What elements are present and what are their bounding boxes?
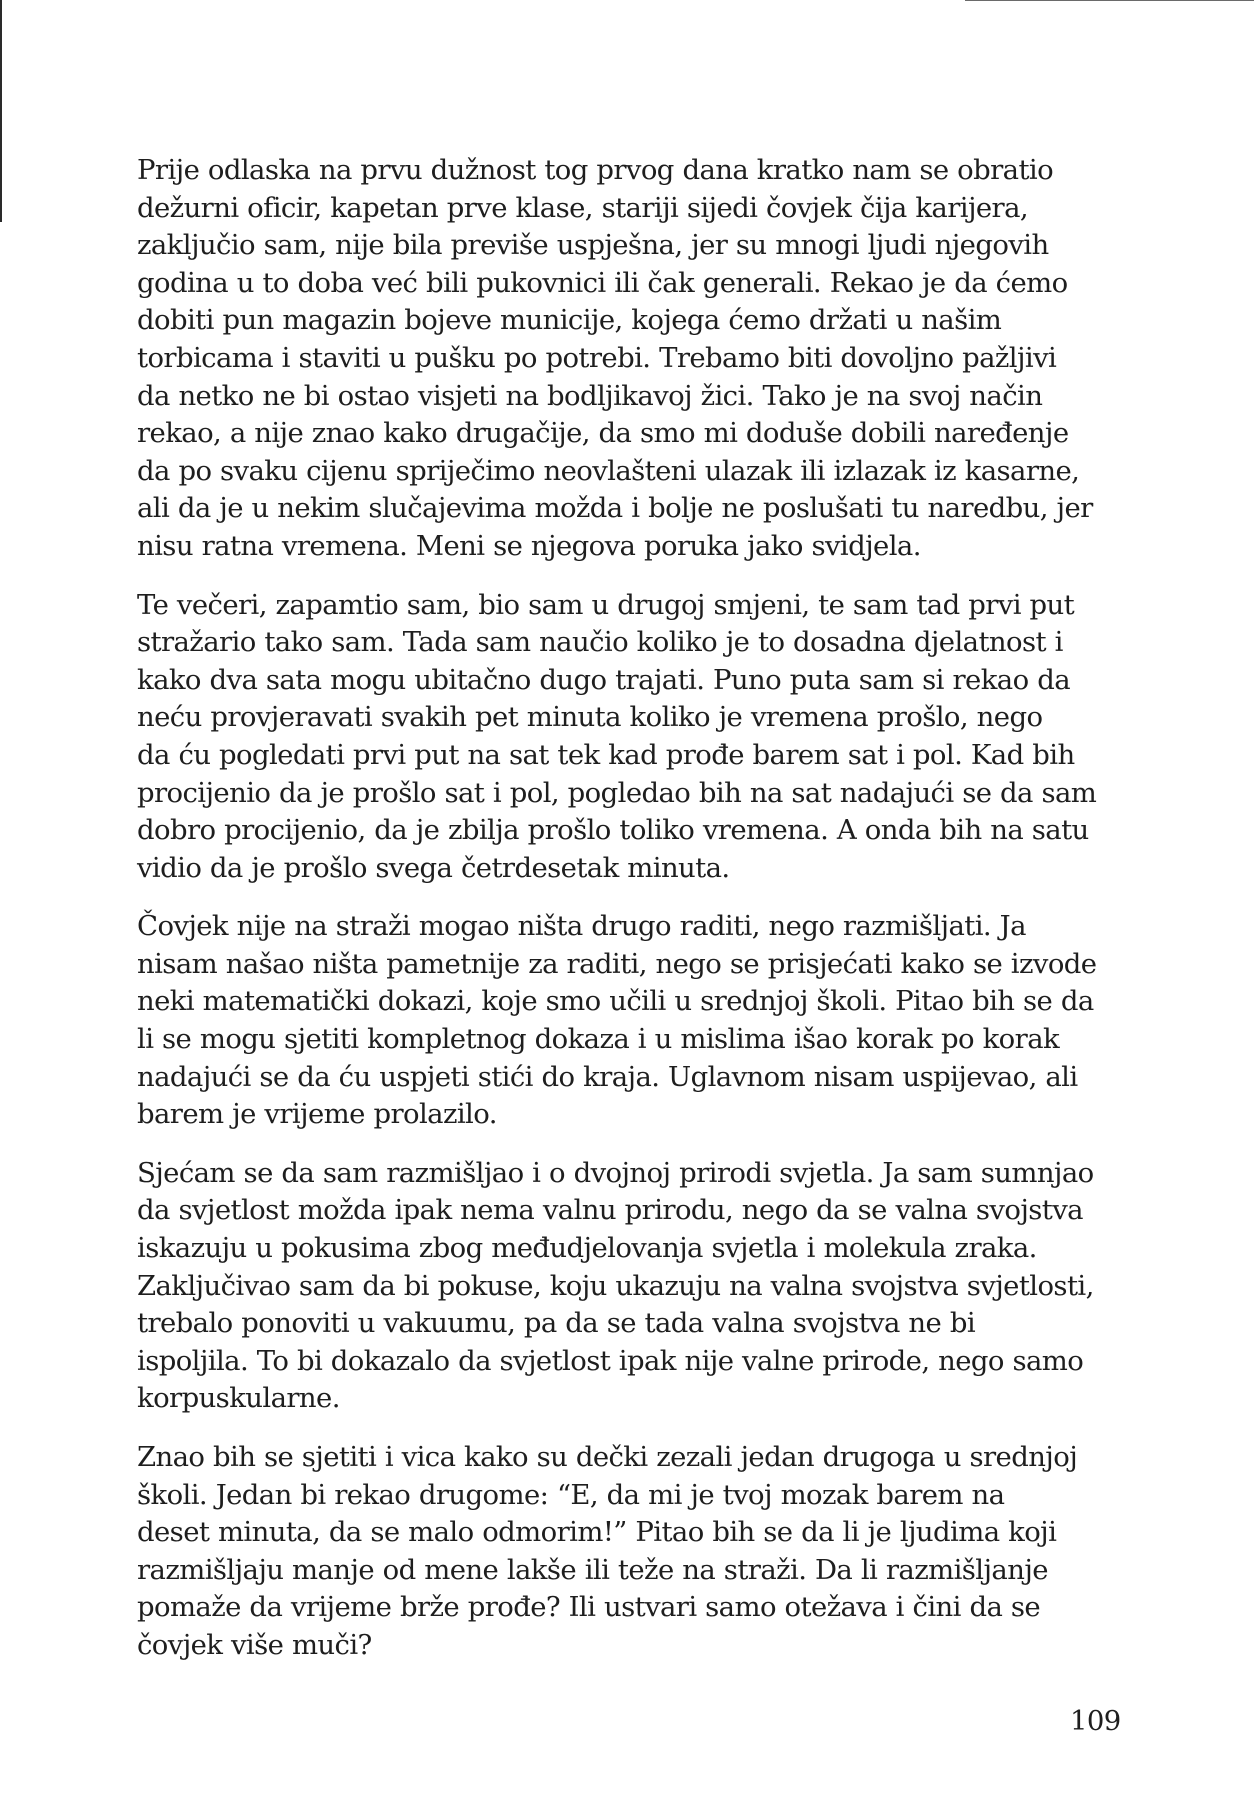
paragraph-5: Znao bih se sjetiti i vica kako su dečki zezali jedan drugoga u srednjoj školi. Jedan bi rekao drugome: “E, da mi je tvoj mozak barem na deset minuta, da se malo odmorim!” Pitao bih se da li je ljudima koji razmišljaju manje od mene lakše ili teže na straži. Da li razmišljanje pomaže da vrijeme brže prođe? Ili ustvari samo otežava i čini da se čovjek više muči? xyxy=(137,1441,1078,1661)
paragraph-2: Te večeri, zapamtio sam, bio sam u drugoj smjeni, te sam tad prvi put stražario tako sam. Tada sam naučio koliko je to dosadna djelatnost i kako dva sata mogu ubitačno dugo trajati. Puno puta sam si rekao da neću provjeravati svakih pet minuta koliko je vremena prošlo, nego da ću pogledati prvi put na sat tek kad prođe barem sat i pol. Kad bih procijenio da je prošlo sat i pol, pogledao bih na sat nadajući se da sam dobro procijenio, da je zbilja prošlo toliko vremena. A onda bih na satu vidio da je prošlo svega četrdesetak minuta. xyxy=(137,588,1097,884)
paragraph-3: Čovjek nije na straži mogao ništa drugo raditi, nego razmišljati. Ja nisam našao ništa pametnije za raditi, nego se prisjećati kako se izvode neki matematički dokazi, koje smo učili u srednjoj školi. Pitao bih se da li se mogu sjetiti kompletnog dokaza i u mislima išao korak po korak nadajući se da ću uspjeti stići do kraja. Uglavnom nisam uspijevao, ali barem je vrijeme prolazilo. xyxy=(137,910,1097,1131)
paragraph-1: Prije odlaska na prvu dužnost tog prvog dana kratko nam se obratio dežurni oficir, kapetan prve klase, stariji sijedi čovjek čija karijera, zaključio sam, nije bila previše uspješna, jer su mnogi ljudi njegovih godina u to doba već bili pukovnici ili čak generali. Rekao je da ćemo dobiti pun magazin bojeve municije, kojega ćemo držati u našim torbicama i staviti u pušku po potrebi. Trebamo biti dovoljno pažljivi da netko ne bi ostao visjeti na bodljikavoj žici. Tako je na svoj način rekao, a nije znao kako drugačije, da smo mi doduše dobili naređenje da po svaku cijenu spriječimo neovlašteni ulazak ili izlazak iz kasarne, ali da je u nekim slučajevima možda i bolje ne poslušati tu naredbu, jer nisu ratna vremena. Meni se njegova poruka jako svidjela. xyxy=(137,154,1093,562)
body-text xyxy=(137,152,1127,1686)
page-number: 109 xyxy=(1070,1705,1121,1737)
scan-edge-top xyxy=(965,0,1254,1)
paragraph-4: Sjećam se da sam razmišljao i o dvojnoj prirodi svjetla. Ja sam sumnjao da svjetlost možda ipak nema valnu prirodu, nego da se valna svojstva iskazuju u pokusima zbog međudjelovanja svjetla i molekula zraka. Zaključivao sam da bi pokuse, koju ukazuju na valna svojstva svjetlosti, trebalo ponoviti u vakuumu, pa da se tada valna svojstva ne bi ispoljila. To bi dokazalo da svjetlost ipak nije valne prirode, nego samo korpuskularne. xyxy=(137,1156,1094,1415)
scan-edge-left xyxy=(0,0,2,222)
